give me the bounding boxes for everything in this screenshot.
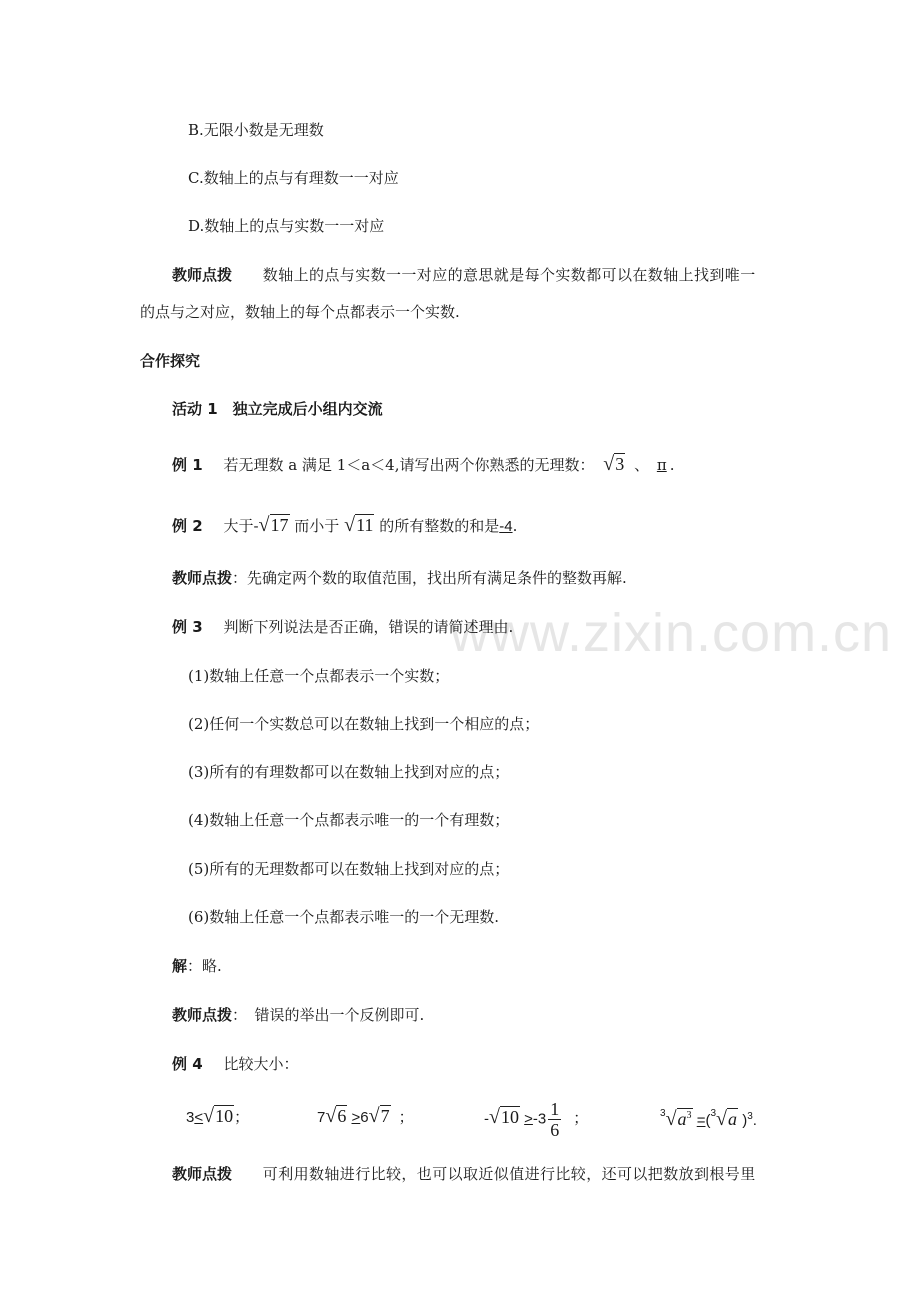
sqrt-17: √17 bbox=[258, 514, 289, 536]
tip-text: 数轴上的点与实数一一对应的意思就是每个实数都可以在数轴上找到唯一 bbox=[262, 266, 756, 284]
example-label: 例 2 bbox=[172, 517, 203, 535]
tip-text: 可利用数轴进行比较，也可以取近似值进行比较，还可以把数放到根号里 bbox=[262, 1165, 756, 1183]
statement-6: (6)数轴上任意一个点都表示唯一的一个无理数. bbox=[188, 908, 500, 926]
solution bbox=[172, 955, 222, 977]
answer-op: = bbox=[696, 1112, 706, 1129]
example-text: 比较大小： bbox=[223, 1055, 299, 1073]
compare-4: $^3√a^3 =(^3√a$ )$^3$. bbox=[660, 1108, 757, 1130]
statement-2: (2)任何一个实数总可以在数轴上找到一个相应的点； bbox=[188, 715, 540, 733]
tip-text: ：先确定两个数的取值范围，找出所有满足条件的整数再解. bbox=[232, 569, 627, 587]
answer-pi: π bbox=[656, 456, 667, 474]
section-title: 合作探究 bbox=[140, 352, 201, 370]
solution-text: ：略. bbox=[187, 957, 222, 975]
tip-text: ： 错误的举出一个反例即可. bbox=[232, 1006, 425, 1024]
option-c: C.数轴上的点与有理数一一对应 bbox=[188, 169, 399, 187]
compare-2: 7√6 >6√7 ； bbox=[317, 1105, 414, 1127]
answer-op: > bbox=[351, 1109, 361, 1126]
option-d: D.数轴上的点与实数一一对应 bbox=[188, 217, 385, 235]
teacher-tip-1 bbox=[172, 264, 756, 286]
answer-sqrt3: √3 bbox=[603, 453, 625, 475]
tip-label: 教师点拨 bbox=[172, 569, 233, 587]
option-b: B.无限小数是无理数 bbox=[188, 121, 324, 139]
ex2-answer: -4 bbox=[499, 518, 513, 535]
watermark: www.zixin.com.cn bbox=[450, 603, 893, 663]
ex2-mid: 而小于 bbox=[294, 517, 340, 535]
tip-label: 教师点拨 bbox=[172, 1006, 233, 1024]
example-label: 例 1 bbox=[172, 456, 203, 474]
statement-4: (4)数轴上任意一个点都表示唯一的一个有理数； bbox=[188, 811, 510, 829]
ex2-pre: 大于- bbox=[223, 517, 259, 535]
example-3 bbox=[172, 616, 513, 638]
tip-label: 教师点拨 bbox=[172, 1165, 233, 1183]
example-2: 例 2 大于-√17 而小于 √11 的所有整数的和是-4. bbox=[172, 514, 518, 536]
compare-3: -√10 >-3 $\frac{1}{6}$ ； bbox=[484, 1099, 589, 1140]
fraction-one-sixth: $\frac{1}{6}$ bbox=[550, 1099, 560, 1140]
example-1: 例 1 若无理数 a 满足 1＜a＜4,请写出两个你熟悉的无理数： √3 、 π . bbox=[172, 453, 675, 475]
answer-op: > bbox=[524, 1110, 533, 1128]
ex2-post: 的所有整数的和是 bbox=[379, 517, 500, 535]
compare-1: 3<√10； bbox=[186, 1105, 250, 1127]
statement-1: (1)数轴上任意一个点都表示一个实数； bbox=[188, 667, 450, 685]
teacher-tip-4 bbox=[172, 1163, 756, 1185]
sqrt-11: √11 bbox=[344, 514, 374, 536]
solution-label: 解 bbox=[172, 957, 188, 975]
teacher-tip-1-cont: 的点与之对应，数轴上的每个点都表示一个实数. bbox=[140, 303, 460, 321]
example-4 bbox=[172, 1053, 298, 1075]
teacher-tip-3 bbox=[172, 1004, 424, 1026]
example-label: 例 3 bbox=[172, 618, 203, 636]
answer-separator: 、 bbox=[634, 456, 650, 474]
example-text: 若无理数 a 满足 1＜a＜4,请写出两个你熟悉的无理数： bbox=[223, 456, 595, 474]
statement-5: (5)所有的无理数都可以在数轴上找到对应的点； bbox=[188, 860, 510, 878]
example-text: 判断下列说法是否正确，错误的请简述理由. bbox=[223, 618, 514, 636]
answer-op: < bbox=[194, 1109, 204, 1126]
example-label: 例 4 bbox=[172, 1055, 203, 1073]
statement-3: (3)所有的有理数都可以在数轴上找到对应的点； bbox=[188, 763, 510, 781]
tip-label: 教师点拨 bbox=[172, 266, 233, 284]
activity-title: 活动 1 独立完成后小组内交流 bbox=[172, 400, 383, 418]
teacher-tip-2 bbox=[172, 567, 627, 589]
